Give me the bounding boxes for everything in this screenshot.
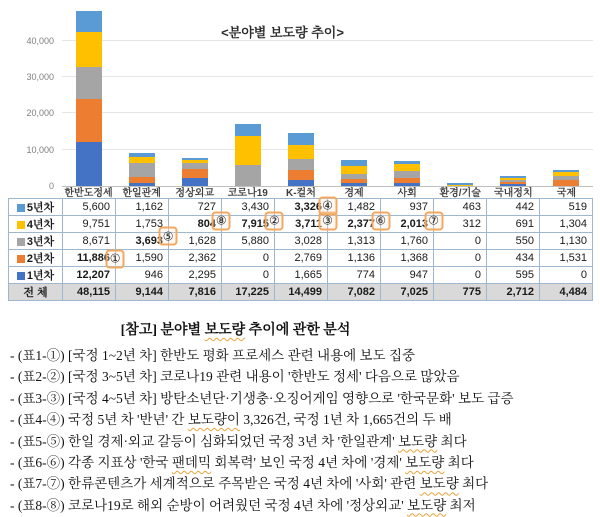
analysis-text: - (표4-④) 국정 5년 차 '반년' 간 — [10, 412, 188, 428]
bar-segment — [76, 99, 102, 142]
table-cell: 0 — [434, 267, 487, 284]
x-axis-label: 경제 — [344, 188, 364, 199]
bar-segment — [182, 163, 208, 169]
table-cell: 7,082 — [328, 284, 381, 301]
table-cell: 691 — [487, 216, 540, 233]
y-axis-tick-label: 0 — [48, 181, 54, 191]
table-row — [9, 199, 593, 216]
circled-number-annotation: ⑦ — [424, 211, 443, 230]
table-cell: 946 — [116, 267, 169, 284]
table-cell: 17,225 — [222, 284, 275, 301]
bar-segment — [394, 178, 420, 183]
spellcheck-underlined-text: 보도량 — [405, 454, 445, 470]
spellcheck-underlined-text: 보도량 — [419, 476, 459, 492]
x-axis-label: 코로나19 — [227, 188, 268, 199]
bar-segment — [394, 164, 420, 171]
bar-segment — [500, 176, 526, 178]
bar-segment — [500, 180, 526, 182]
table-cell: 2,712 — [487, 284, 540, 301]
analysis-text: 추이에 관한 분석 — [245, 323, 351, 338]
table-cell: 0 — [434, 250, 487, 267]
analysis-line — [10, 409, 596, 430]
table-cell: 727 — [169, 199, 222, 216]
analysis-line — [10, 473, 596, 494]
bar-segment — [553, 170, 579, 172]
bar-segment — [182, 158, 208, 161]
bar-segment — [129, 163, 155, 176]
row-label-cell: 1년차 — [9, 267, 63, 284]
table-row — [9, 267, 593, 284]
bar-segment — [553, 172, 579, 177]
bar-segment — [288, 145, 314, 158]
table-cell: 8,671 — [63, 233, 116, 250]
bar-segment — [235, 124, 261, 136]
circled-number-annotation: ③ — [318, 211, 337, 230]
table-cell: 463 — [434, 199, 487, 216]
analysis-text: - (표5-⑤) 한일 경제·외교 갈등이 심화되었던 국정 3년 차 '한일관계' — [10, 433, 399, 449]
table-cell: 595 — [487, 267, 540, 284]
table-cell: 1,665 — [275, 267, 328, 284]
bar-segment — [76, 67, 102, 98]
bar-segment — [394, 161, 420, 164]
analysis-line — [10, 431, 596, 452]
table-cell: 434 — [487, 250, 540, 267]
bar-segment — [235, 136, 261, 165]
bar-segment — [76, 32, 102, 67]
spellcheck-underlined-text: 팬데믹 — [171, 454, 211, 470]
analysis-line — [10, 388, 596, 409]
bar-segment — [341, 166, 367, 175]
x-axis-label: 국내정치 — [493, 188, 533, 199]
table-cell: 3,028 — [275, 233, 328, 250]
series-swatch-icon — [17, 255, 25, 263]
gridline — [62, 40, 593, 41]
table-cell: 14,499 — [275, 284, 328, 301]
table-cell: 1,590 — [116, 250, 169, 267]
spellcheck-underlined-text: 보도량 — [204, 323, 246, 338]
table-cell: 1,313 — [328, 233, 381, 250]
bar-segment — [288, 133, 314, 145]
series-swatch-icon — [17, 238, 25, 246]
bar-segment — [76, 142, 102, 186]
analysis-line — [10, 366, 596, 387]
table-cell: 9,751 — [63, 216, 116, 233]
row-label-cell: 3년차 — [9, 233, 63, 250]
analysis-lines — [10, 345, 596, 516]
bar-segment — [341, 174, 367, 179]
table-cell: 1,136 — [328, 250, 381, 267]
table-cell: 4,484 — [540, 284, 593, 301]
table-cell: 5,880 — [222, 233, 275, 250]
table-cell: 3,430 — [222, 199, 275, 216]
row-label-cell: 2년차 — [9, 250, 63, 267]
analysis-text: - (표6-⑥) 각종 지표상 '한국 — [10, 454, 172, 470]
table-cell: 1,304 — [540, 216, 593, 233]
bar-segment — [553, 176, 579, 180]
circled-number-annotation: ⑥ — [371, 211, 390, 230]
table-cell: 550 — [487, 233, 540, 250]
table-cell: 947 — [381, 267, 434, 284]
analysis-text: - (표8-⑧) 코로나19로 해외 순방이 어려웠던 국정 4년 차에 '정상외교' — [10, 497, 408, 513]
x-axis-label: K-컬처 — [285, 188, 316, 199]
analysis-text: [참고] 분야별 — [120, 323, 205, 338]
circled-number-annotation: ⑤ — [159, 227, 178, 246]
bar-segment — [500, 178, 526, 181]
x-axis-label: 국제 — [556, 188, 577, 199]
total-label-cell: 전 체 — [9, 284, 63, 301]
analysis-line — [10, 495, 596, 516]
table-cell: 1,753 — [116, 216, 169, 233]
gridline — [62, 112, 593, 113]
gridline — [62, 76, 593, 77]
bar-segment — [235, 165, 261, 186]
spellcheck-underlined-text: 보도량이 — [187, 412, 240, 428]
table-cell: 2,013 — [381, 216, 434, 233]
table-cell: 0 — [434, 233, 487, 250]
table-cell: 3,711 — [275, 216, 328, 233]
series-swatch-icon — [17, 204, 25, 212]
series-swatch-icon — [17, 272, 25, 280]
table-cell: 48,115 — [63, 284, 116, 301]
analysis-text: - (표1-①) [국정 1~2년 차] 한반도 평화 프로세스 관련 내용에 보도 집중 — [10, 348, 416, 363]
bar-segment — [182, 169, 208, 178]
bar-segment — [76, 11, 102, 31]
table-cell: 1,482 — [328, 199, 381, 216]
table-row — [9, 216, 593, 233]
analysis-line — [10, 345, 596, 366]
table-cell: 0 — [222, 267, 275, 284]
table-total-row — [9, 284, 593, 301]
bar-segment — [288, 159, 314, 170]
analysis-line — [10, 452, 596, 473]
table-cell: 1,130 — [540, 233, 593, 250]
circled-number-annotation: ① — [106, 249, 125, 268]
table-cell: 1,628 — [169, 233, 222, 250]
bar-segment — [341, 160, 367, 165]
table-cell: 0 — [222, 250, 275, 267]
table-cell: 804 — [169, 216, 222, 233]
table-cell: 1,531 — [540, 250, 593, 267]
table-cell: 3,326 — [275, 199, 328, 216]
bar-segment — [129, 157, 155, 163]
table-cell: 312 — [434, 216, 487, 233]
x-axis-label: 한반도정세 — [64, 188, 113, 199]
x-axis-label: 정상외교 — [175, 188, 215, 199]
circled-number-annotation: ⑧ — [212, 211, 231, 230]
table-cell: 2,362 — [169, 250, 222, 267]
analysis-heading — [10, 319, 596, 339]
chart-title: <분야별 보도량 추이> — [221, 25, 344, 40]
table-cell: 775 — [434, 284, 487, 301]
spellcheck-underlined-text: 보도량 — [398, 433, 438, 449]
analysis-text: 최다 — [444, 454, 474, 470]
table-cell: 5,600 — [63, 199, 116, 216]
spellcheck-underlined-text: 보도량 — [407, 497, 447, 513]
table-cell: 1,368 — [381, 250, 434, 267]
table-cell: 7,816 — [169, 284, 222, 301]
circled-number-annotation: ④ — [318, 196, 337, 215]
bar-segment — [182, 160, 208, 163]
bar-segment — [394, 171, 420, 177]
analysis-text: - (표2-②) [국정 3~5년 차] 코로나19 관련 내용이 '한반도 정세' 다음으로 많았음 — [10, 369, 460, 385]
y-axis-tick-label: 40,000 — [26, 35, 54, 46]
y-axis-tick-label: 10,000 — [26, 144, 54, 155]
analysis-text: 최다 — [458, 476, 489, 492]
table-cell: 2,769 — [275, 250, 328, 267]
row-label-cell: 4년차 — [9, 216, 63, 233]
table-cell: 3,693 — [116, 233, 169, 250]
circled-number-annotation: ② — [265, 211, 284, 230]
y-axis-tick-label: 30,000 — [26, 72, 54, 83]
bar-segment — [341, 179, 367, 183]
chart-plot-area — [62, 10, 593, 187]
x-axis-label: 사회 — [397, 188, 417, 199]
table-cell: 12,207 — [63, 267, 116, 284]
table-cell: 442 — [487, 199, 540, 216]
series-swatch-icon — [17, 221, 25, 229]
analysis-text: 최저 — [446, 497, 476, 513]
gridline — [62, 149, 593, 150]
analysis-text: - (표7-⑦) 한류콘텐츠가 세계적으로 주목받은 국정 4년 차에 '사회' 관련 — [10, 476, 420, 492]
table-cell: 774 — [328, 267, 381, 284]
coverage-trend-stacked-bar-chart — [8, 4, 593, 198]
table-cell: 11,886 — [63, 250, 116, 267]
bar-segment — [129, 177, 155, 183]
analysis-text: - (표3-③) [국정 4~5년 차] 방탄소년단·기생충·오징어게임 영향으로 '한국문화' 보도 급증 — [10, 390, 514, 406]
table-cell: 7,025 — [381, 284, 434, 301]
table-cell: 937 — [381, 199, 434, 216]
table-cell: 2,295 — [169, 267, 222, 284]
table-cell: 0 — [540, 267, 593, 284]
table-row — [9, 250, 593, 267]
x-axis-label: 환경/기술 — [439, 188, 481, 199]
table-cell: 7,915 — [222, 216, 275, 233]
analysis-text: 최다 — [437, 433, 467, 449]
table-row — [9, 233, 593, 250]
analysis-text: 3,326건, 국정 1년 차 1,665건의 두 배 — [239, 412, 452, 428]
bar-segment — [129, 153, 155, 157]
coverage-data-table — [8, 198, 593, 301]
table-cell: 9,144 — [116, 284, 169, 301]
x-axis-label: 한일관계 — [122, 188, 161, 199]
bar-segment — [288, 170, 314, 180]
analysis-text: 회복력' 보인 국정 4년 차에 '경제' — [211, 454, 406, 470]
analysis-section — [10, 319, 596, 516]
y-axis-tick-label: 20,000 — [26, 108, 54, 119]
row-label-cell: 5년차 — [9, 199, 63, 216]
table-cell: 519 — [540, 199, 593, 216]
table-cell: 1,760 — [381, 233, 434, 250]
table-cell: 2,377 — [328, 216, 381, 233]
table-cell: 1,162 — [116, 199, 169, 216]
